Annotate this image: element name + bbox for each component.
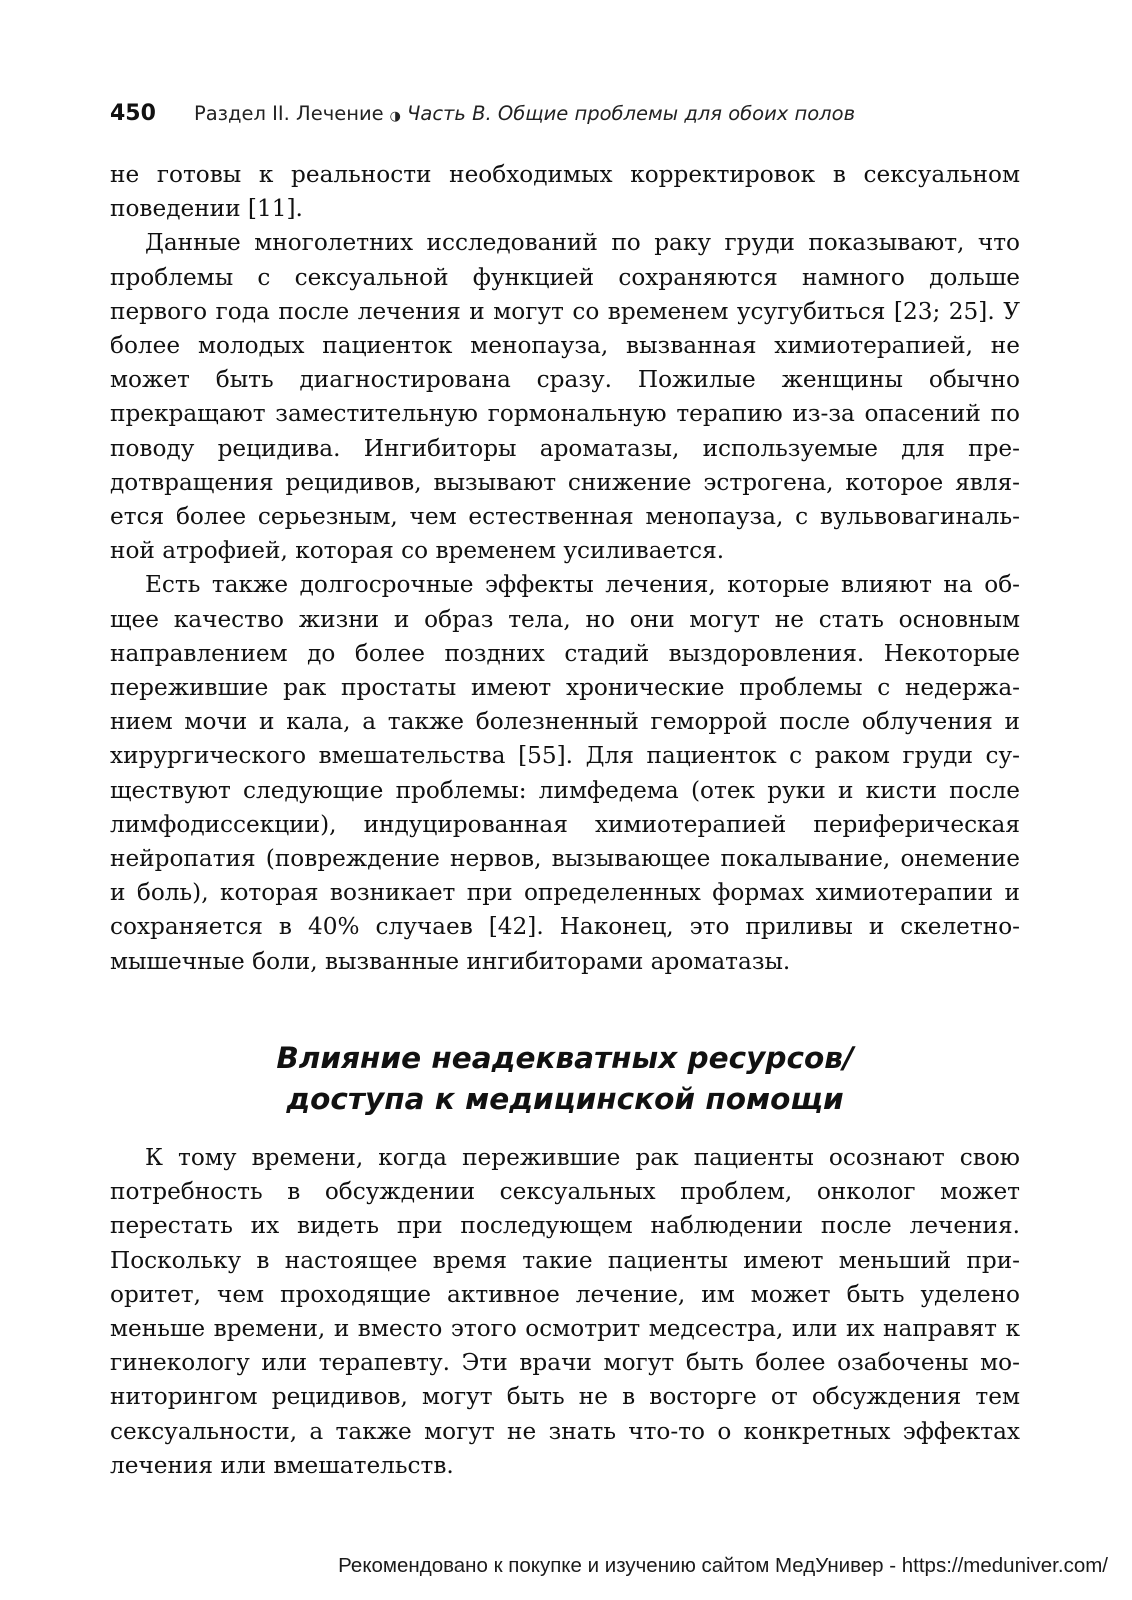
paragraph: Данные многолетних исследований по раку груди показывают, что проблемы с сексуальной функцией сохраняются намного дольше первого года после лечения и могут со временем усугубиться [23; 25]. У более молодых пациенток менопауза, вызванная химиотерапией, не может быть диагностирована сразу. Пожилые женщины обычно прекращают заместительную гормональную терапию из-за опасений по поводу рецидива. Ингибиторы ароматазы, используемые для предотвращения рецидивов, вызывают снижение эстрогена, которое является более серьезным, чем естественная менопауза, с вульвовагинальной атрофией, которая со временем усиливается. <box>110 229 1020 565</box>
section-heading <box>110 1038 1020 1120</box>
part-label: Часть B. Общие проблемы для обоих полов <box>407 102 856 125</box>
separator-icon: ◑ <box>389 109 401 124</box>
section-body-text <box>110 1141 1020 1483</box>
body-text <box>110 158 1020 979</box>
footer-watermark: Рекомендовано к покупке и изучению сайтом МедУнивер - https://meduniver.com/ <box>338 1554 1108 1577</box>
section-heading-line: Влияние неадекватных ресурсов/ <box>276 1041 854 1075</box>
paragraph-continued: не готовы к реальности необходимых корректировок в сексуальном поведении [11]. <box>110 161 1020 223</box>
page-number: 450 <box>110 101 156 126</box>
section-heading-line: доступа к медицинской помощи <box>286 1082 844 1116</box>
section-label: Раздел II. Лечение <box>193 102 384 125</box>
running-head <box>110 101 1020 135</box>
paragraph: Есть также долгосрочные эффекты лечения, которые влияют на общее качество жизни и образ тела, но они могут не стать основным направлением до более поздних стадий выздоровления. Некоторые пережившие рак простаты имеют хронические проблемы с недержанием мочи и кала, а также болезненный геморрой после облучения и хирургического вмешательства [55]. Для пациенток с раком груди существуют следующие проблемы: лимфедема (отек руки и кисти после лимфодиссекции), индуцированная химиотерапией периферическая нейропатия (повреждение нервов, вызывающее покалывание, онемение и боль), которая возникает при определенных формах химиотерапии и сохраняется в 40% случаев [42]. Наконец, это приливы и скелетно-мышечные боли, вызванные ингибиторами ароматазы. <box>110 571 1020 975</box>
paragraph: К тому времени, когда пережившие рак пациенты осознают свою потребность в обсуждении сексуальных проблем, онколог может перестать их видеть при последующем наблюдении после лечения. Поскольку в настоящее время такие пациенты имеют меньший приоритет, чем проходящие активное лечение, им может быть уделено меньше времени, и вместо этого осмотрит медсестра, или их направят к гинекологу или терапевту. Эти врачи могут быть более озабочены мониторингом рецидивов, могут быть не в восторге от обсуждения тем сексуальности, а также могут не знать что-то о конкретных эффектах лечения или вмешательств. <box>110 1144 1020 1479</box>
